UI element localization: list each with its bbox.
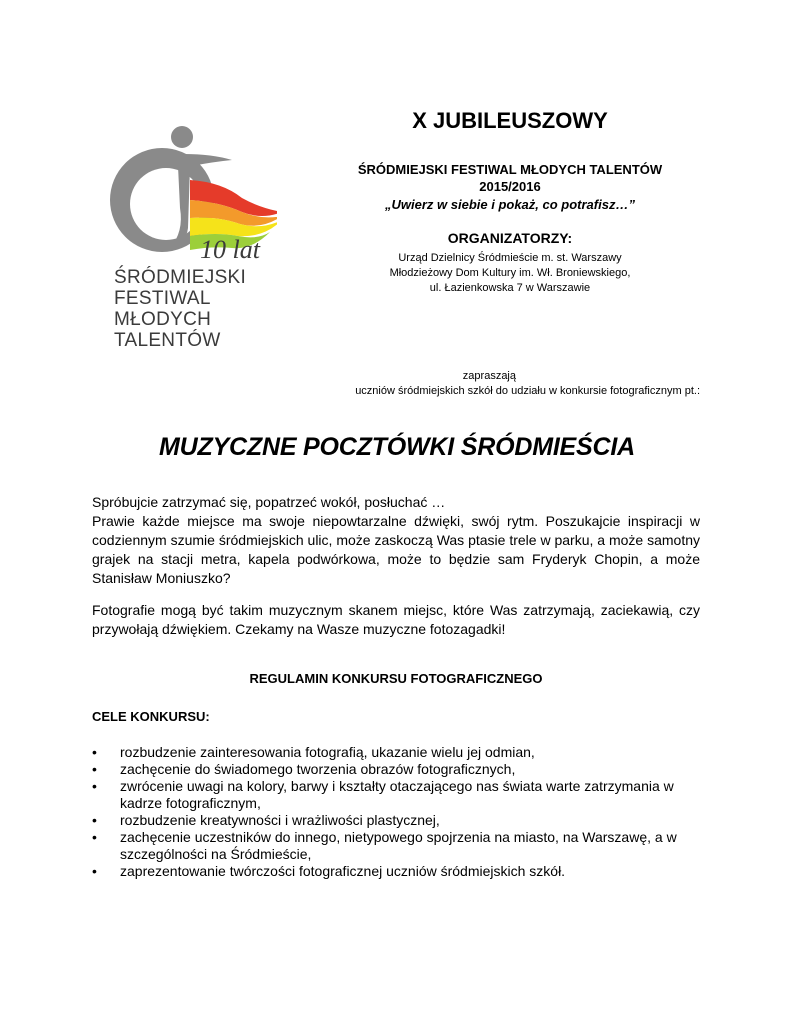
goal-text: zachęcenie uczestników do innego, nietypowego spojrzenia na miasto, na Warszawę, a w szczególności na Śródmieście, [120, 829, 677, 862]
invite-line-2: uczniów śródmiejskich szkół do udziału w konkursie fotograficznym pt.: [355, 385, 700, 397]
list-item [92, 812, 692, 829]
bullet-icon: • [92, 744, 97, 760]
list-item [92, 761, 692, 778]
goal-text: rozbudzenie zainteresowania fotografią, ukazanie wielu jej odmian, [120, 744, 535, 760]
list-item [92, 778, 692, 812]
bullet-icon: • [92, 778, 97, 794]
logo-title-line-1: ŚRÓDMIEJSKI [114, 267, 247, 288]
intro-line: Spróbujcie zatrzymać się, popatrzeć wokół, posłuchać … [92, 494, 446, 510]
goal-text: zwrócenie uwagi na kolory, barwy i kształty otaczającego nas świata warte zatrzymania w kadrze fotograficznym, [120, 778, 674, 811]
festival-year: 2015/2016 [479, 179, 541, 194]
list-item [92, 863, 692, 880]
organizer-line-3: ul. Łazienkowska 7 w Warszawie [429, 282, 591, 294]
contest-title: MUZYCZNE POCZTÓWKI ŚRÓDMIEŚCIA [159, 433, 635, 461]
logo-emblem [92, 108, 277, 268]
invite-line-1: zapraszają [462, 370, 516, 382]
intro-block [92, 493, 700, 588]
goals-list [92, 744, 692, 880]
goal-text: zaprezentowanie twórczości fotograficznej uczniów śródmiejskich szkół. [120, 863, 566, 879]
bullet-icon: • [92, 829, 97, 845]
goals-heading: CELE KONKURSU: [92, 709, 210, 724]
logo-badge-text: 10 lat [200, 235, 260, 264]
bullet-icon: • [92, 761, 97, 777]
intro-paragraph-2: Fotografie mogą być takim muzycznym skanem miejsc, które Was zatrzymają, zaciekawią, czy przywołają dźwiękiem. Czekamy na Wasze muzyczne fotozagadki! [92, 602, 700, 637]
bullet-icon: • [92, 812, 97, 828]
regulations-heading: REGULAMIN KONKURSU FOTOGRAFICZNEGO [249, 671, 543, 686]
jubilee-heading: X JUBILEUSZOWY [412, 108, 608, 133]
list-item [92, 744, 692, 761]
organizer-line-2: Młodzieżowy Dom Kultury im. Wł. Broniewskiego, [389, 267, 631, 279]
organizer-line-1: Urząd Dzielnicy Śródmieście m. st. Warszawy [398, 252, 622, 264]
bullet-icon: • [92, 863, 97, 879]
goal-text: zachęcenie do świadomego tworzenia obrazów fotograficznych, [120, 761, 516, 777]
festival-logo [92, 108, 277, 360]
list-item [92, 829, 692, 863]
organizers-heading: ORGANIZATORZY: [447, 230, 573, 246]
festival-motto: „Uwierz w siebie i pokaż, co potrafisz…” [385, 197, 635, 212]
intro-paragraph-1: Prawie każde miejsce ma swoje niepowtarzalne dźwięki, swój rytm. Poszukajcie inspiracji w codziennym szumie śródmiejskich ulic, może zaskoczą Was ptasie trele w parku, a może samotny grajek na stacji metra, kapela podwórkowa, może to będzie sam Fryderyk Chopin, a może Stanisław Moniuszko? [92, 513, 700, 586]
logo-title-line-2: FESTIWAL [114, 288, 211, 309]
goal-text: rozbudzenie kreatywności i wrażliwości plastycznej, [120, 812, 440, 828]
logo-title-line-4: TALENTÓW [114, 330, 221, 351]
logo-title-line-3: MŁODYCH [114, 309, 212, 330]
festival-name: ŚRÓDMIEJSKI FESTIWAL MŁODYCH TALENTÓW [357, 162, 663, 177]
